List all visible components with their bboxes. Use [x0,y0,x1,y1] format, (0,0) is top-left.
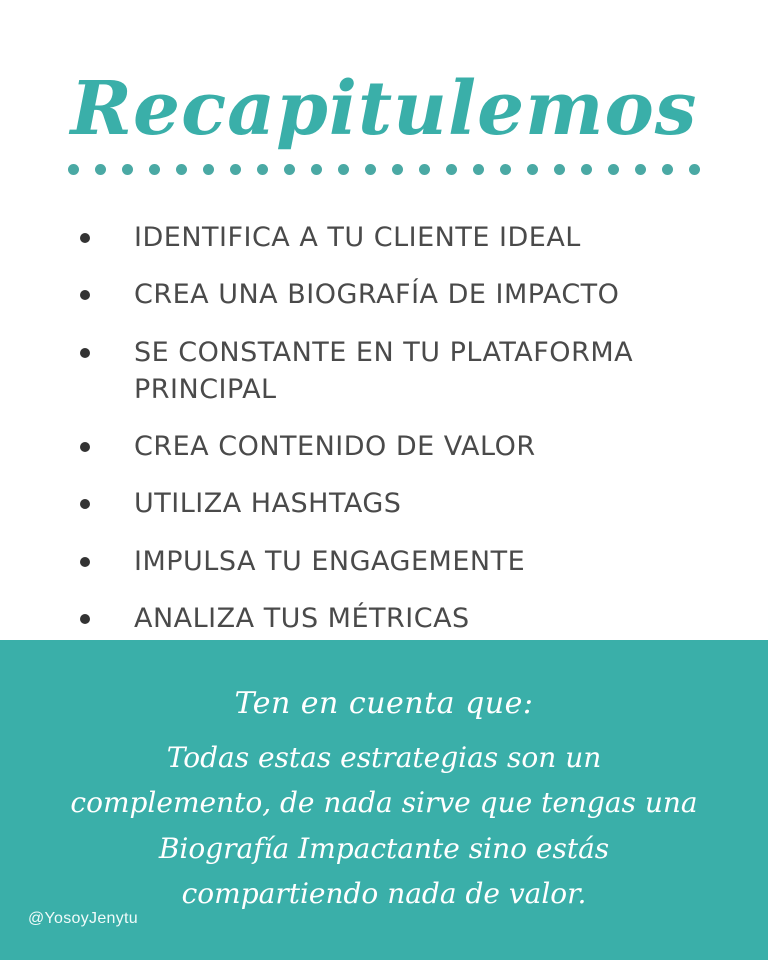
list-item-label: CREA UNA BIOGRAFÍA DE IMPACTO [134,279,620,311]
divider-dot [689,164,700,175]
divider-dot [635,164,646,175]
list-item-label: IDENTIFICA A TU CLIENTE IDEAL [134,222,581,253]
list-item-label: ANALIZA TUS MÉTRICAS [134,602,470,634]
divider-dot [203,164,214,175]
note-section [0,640,768,960]
recap-list [0,219,768,637]
divider-dot [446,164,457,175]
divider-dot [473,164,484,175]
bullet-dot-icon [80,233,90,243]
list-item [80,334,768,409]
note-heading: Ten en cuenta que: [234,686,534,721]
list-item [80,276,768,313]
divider-dot [122,164,133,175]
divider-dot [554,164,565,175]
list-item-label: SE CONSTANTE EN TU PLATAFORMA PRINCIPAL [134,336,634,405]
divider-dot [662,164,673,175]
divider-dot [365,164,376,175]
divider-dot [68,164,79,175]
divider-dot [149,164,160,175]
divider-dot [311,164,322,175]
list-item [80,600,768,637]
divider-dot [95,164,106,175]
dot-divider [0,164,768,175]
page-title: Recapitulemos [70,66,698,152]
divider-dot [500,164,511,175]
list-item [80,428,768,465]
divider-dot [527,164,538,175]
bullet-dot-icon [80,499,90,509]
list-item [80,219,768,256]
divider-dot [176,164,187,175]
divider-dot [257,164,268,175]
bullet-dot-icon [80,614,90,624]
list-item [80,543,768,580]
note-body: Todas estas estrategias son un complemento, de nada sirve que tengas una Biografía Impactante sino estás compartiendo nada de valor. [70,741,698,911]
bullet-dot-icon [80,290,90,300]
divider-dot [608,164,619,175]
divider-dot [284,164,295,175]
divider-dot [338,164,349,175]
bullet-dot-icon [80,348,90,358]
divider-dot [392,164,403,175]
divider-dot [419,164,430,175]
list-item-label: IMPULSA TU ENGAGEMENTE [134,545,526,577]
list-item-label: CREA CONTENIDO DE VALOR [134,431,536,462]
bullet-dot-icon [80,442,90,452]
divider-dot [230,164,241,175]
author-handle: @YosoyJenytu [28,910,138,927]
list-item [80,485,768,522]
divider-dot [581,164,592,175]
bullet-dot-icon [80,557,90,567]
list-item-label: UTILIZA HASHTAGS [134,488,402,520]
